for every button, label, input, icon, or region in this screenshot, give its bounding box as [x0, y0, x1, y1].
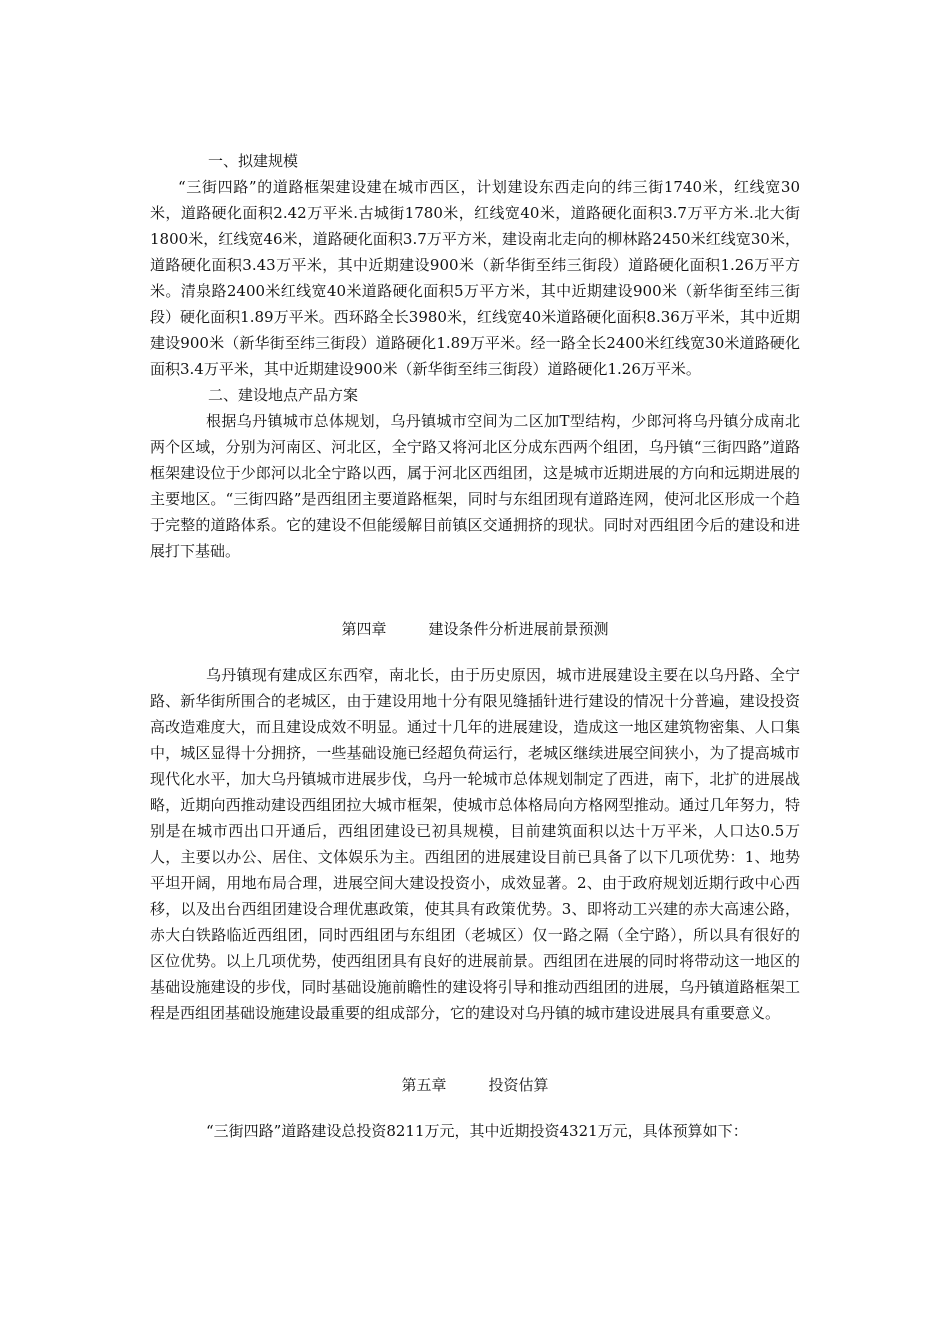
spacer	[150, 564, 800, 616]
chapter-paragraph-4: 乌丹镇现有建成区东西窄，南北长，由于历史原因，城市进展建设主要在以乌丹路、全宁路、新华街所围合的老城区，由于建设用地十分有限见缝插针进行建设的情况十分普遍，建设投资高改造难度大，而且建设成效不明显。通过十几年的进展建设，造成这一地区建筑物密集、人口集中，城区显得十分拥挤，一些基础设施已经超负荷运行，老城区继续进展空间狭小，为了提高城市现代化水平，加大乌丹镇城市进展步伐，乌丹一轮城市总体规划制定了西进，南下，北扩的进展战略，近期向西推动建设西组团拉大城市框架，使城市总体格局向方格网型推动。通过几年努力，特别是在城市西出口开通后，西组团建设已初具规模，目前建筑面积以达十万平米，人口达0.5万人，主要以办公、居住、文体娱乐为主。西组团的进展建设目前已具备了以下几项优势：1、地势平坦开阔，用地布局合理，进展空间大建设投资小，成效显著。2、由于政府规划近期行政中心西移，以及出台西组团建设合理优惠政策，使其具有政策优势。3、即将动工兴建的赤大高速公路，赤大白铁路临近西组团，同时西组团与东组团（老城区）仅一路之隔（全宁路），所以具有很好的区位优势。以上几项优势，使西组团具有良好的进展前景。西组团在进展的同时将带动这一地区的基础设施建设的步伐，同时基础设施前瞻性的建设将引导和推动西组团的进展，乌丹镇道路框架工程是西组团基础设施建设最重要的组成部分，它的建设对乌丹镇的城市建设进展具有重要意义。	[150, 666, 800, 1022]
chapter-number: 第五章	[401, 1076, 447, 1094]
section-paragraph-scale: “三街四路”的道路框架建设建在城市西区，计划建设东西走向的纬三街1740米，红线宽30米，道路硬化面积2.42万平米.古城街1780米，红线宽40米，道路硬化面积3.7万平方米.北大街1800米，红线宽46米，道路硬化面积3.7万平方米，建设南北走向的柳林路2450米红线宽30米，道路硬化面积3.43万平米，其中近期建设900米（新华街至纬三街段）道路硬化面积1.26万平方米。清泉路2400米红线宽40米道路硬化面积5万平方米，其中近期建设900米（新华街至纬三街段）硬化面积1.89万平米。西环路全长3980米，红线宽40米道路硬化面积8.36万平米，其中近期建设900米（新华街至纬三街段）道路硬化1.89万平米。经一路全长2400米红线宽30米道路硬化面积3.4万平米，其中近期建设900米（新华街至纬三街段）道路硬化1.26万平米。	[150, 178, 800, 378]
spacer	[150, 1098, 800, 1118]
chapter-name: 建设条件分析进展前景预测	[428, 620, 609, 638]
chapter-title-4	[150, 616, 800, 642]
chapter-number: 第四章	[341, 620, 387, 638]
chapter-paragraph-5: “三街四路”道路建设总投资8211万元，其中近期投资4321万元，具体预算如下：	[206, 1122, 748, 1140]
section-paragraph-location: 根据乌丹镇城市总体规划，乌丹镇城市空间为二区加T型结构，少郎河将乌丹镇分成南北两个区域，分别为河南区、河北区，全宁路又将河北区分成东西两个组团，乌丹镇“三街四路”道路框架建设位于少郎河以北全宁路以西，属于河北区西组团，这是城市近期进展的方向和远期进展的主要地区。“三街四路”是西组团主要道路框架，同时与东组团现有道路连网，使河北区形成一个趋于完整的道路体系。它的建设不但能缓解目前镇区交通拥挤的现状。同时对西组团今后的建设和进展打下基础。	[150, 412, 800, 560]
spacer	[150, 642, 800, 662]
chapter-title-5	[150, 1072, 800, 1098]
section-heading-scale: 一、拟建规模	[208, 152, 299, 170]
spacer	[150, 1026, 800, 1072]
section-heading-location: 二、建设地点产品方案	[208, 386, 359, 404]
chapter-name: 投资估算	[488, 1076, 549, 1094]
document-body	[150, 148, 800, 1144]
